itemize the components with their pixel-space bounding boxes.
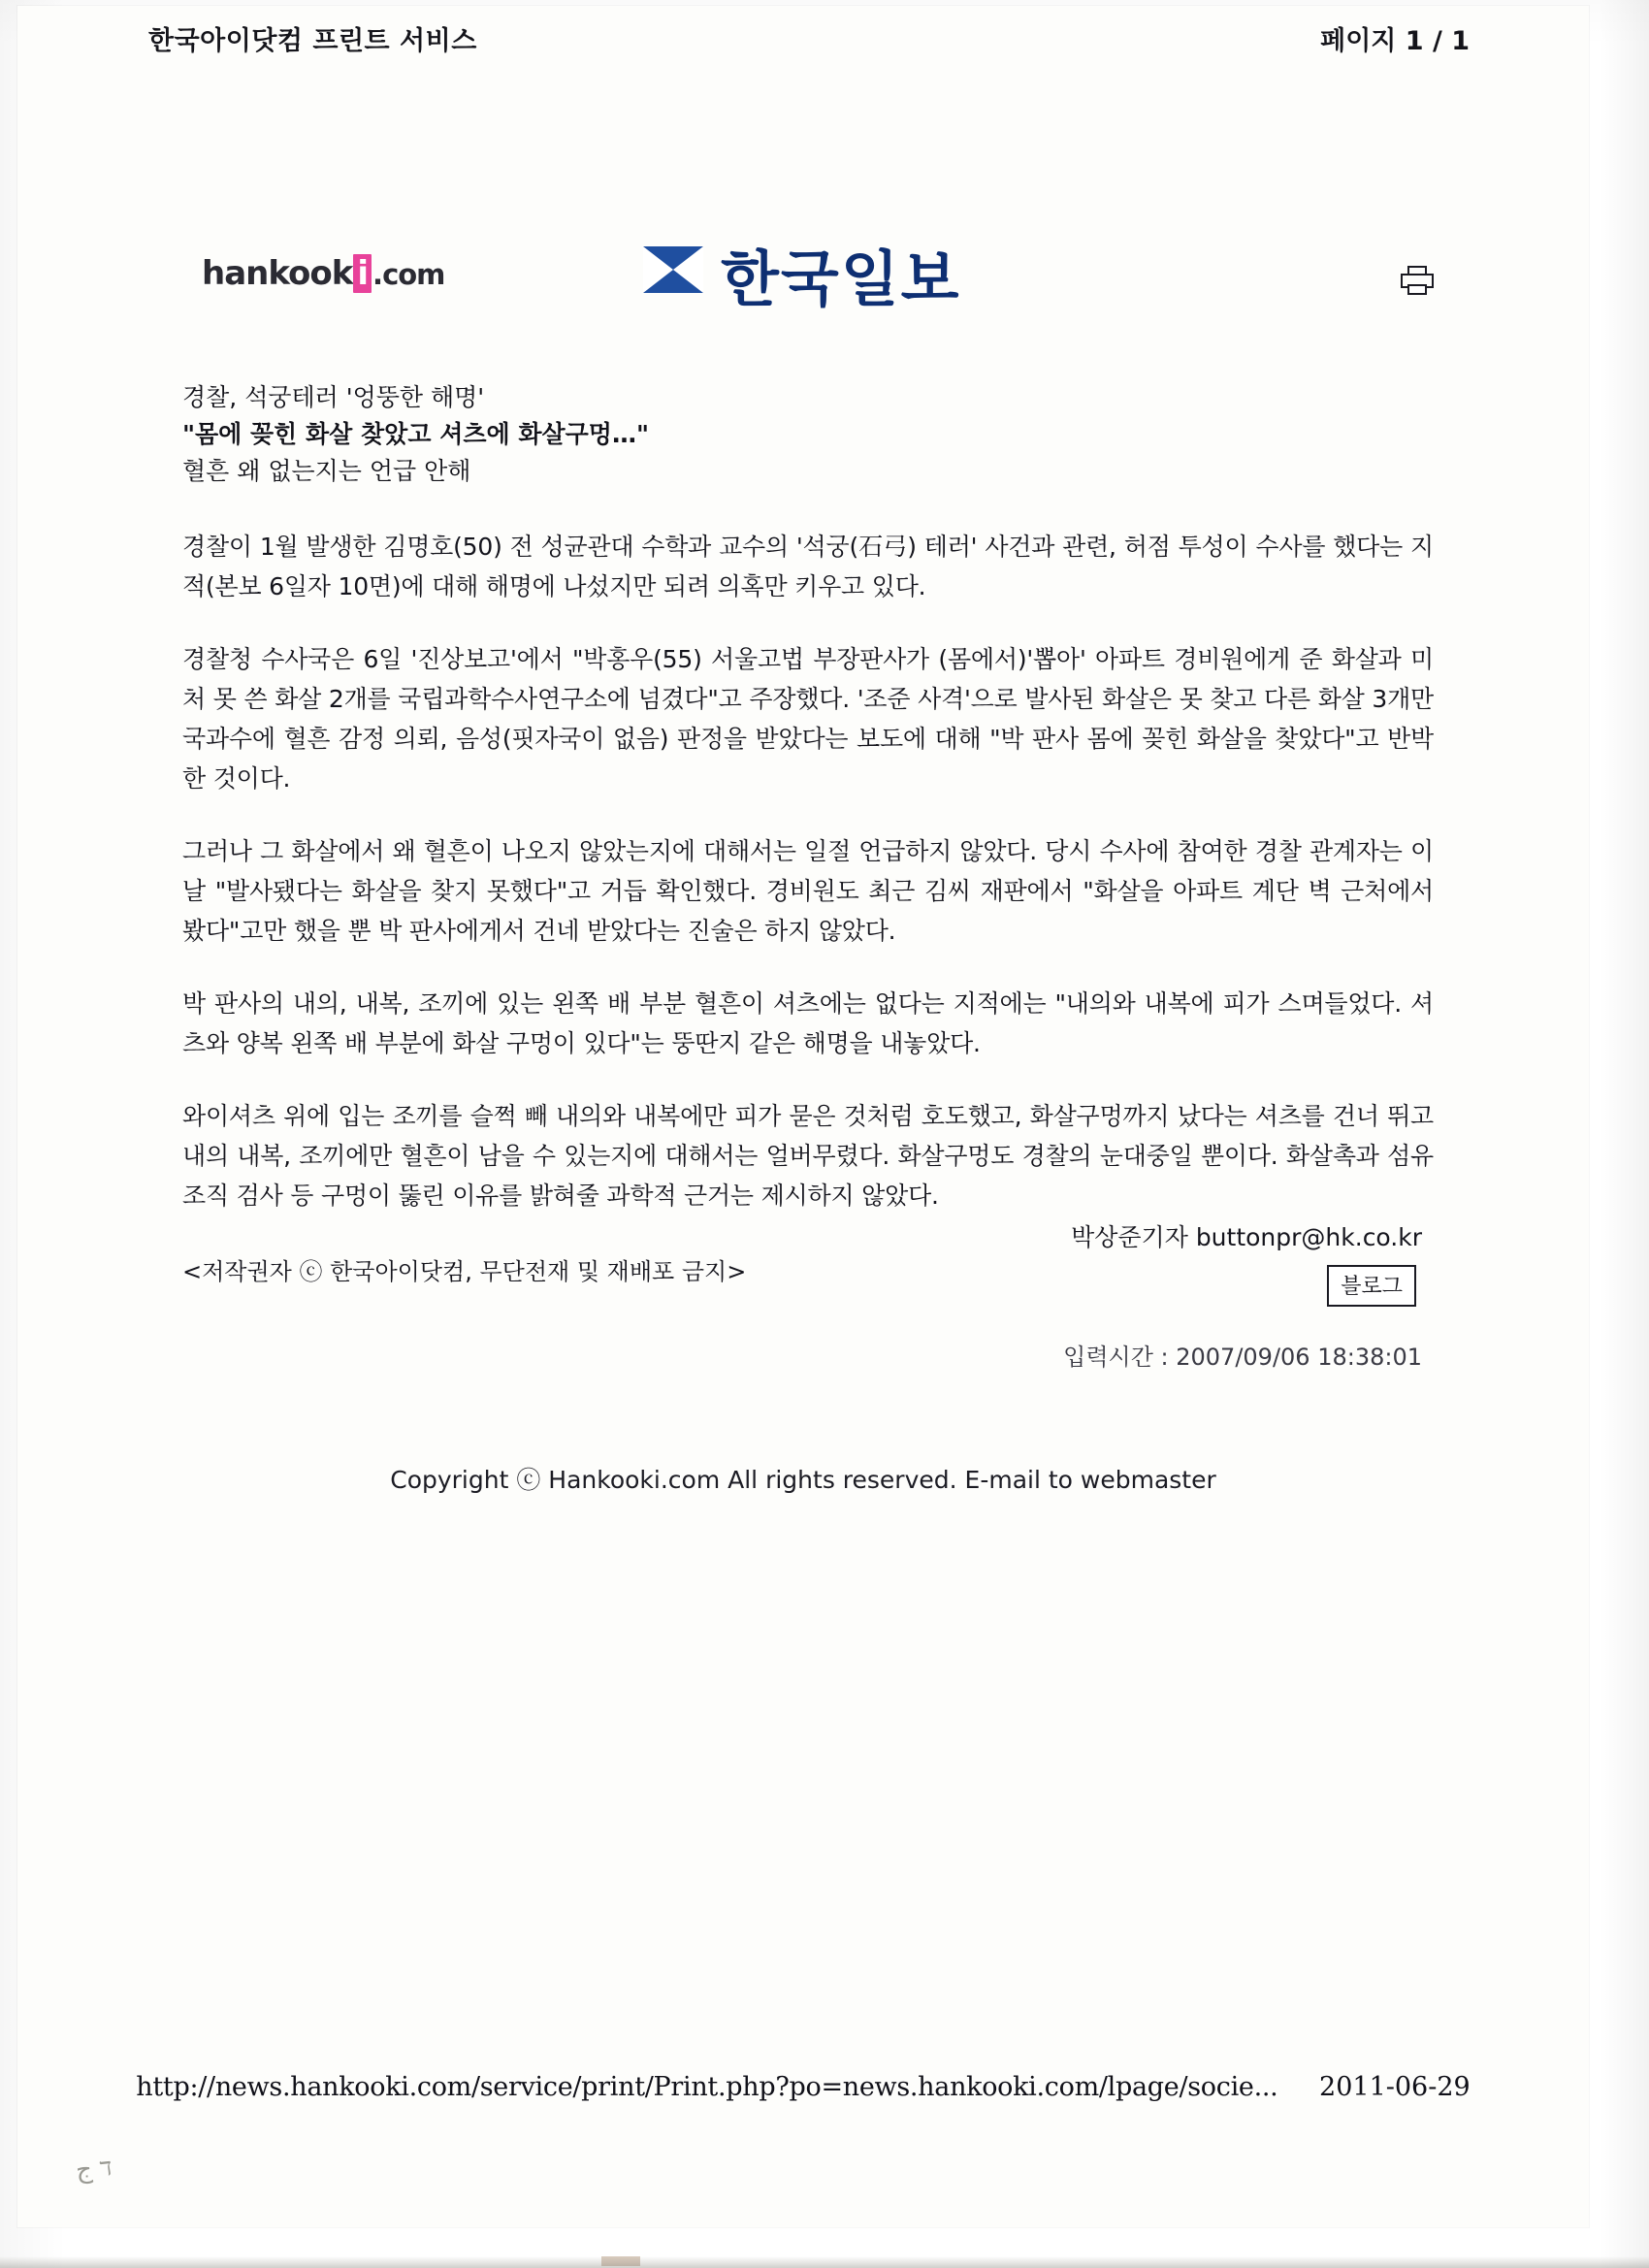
article-paragraph: 박 판사의 내의, 내복, 조끼에 있는 왼쪽 배 부분 혈흔이 셔츠에는 없다는 지적에는 "내의와 내복에 피가 스며들었다. 셔츠와 양복 왼쪽 배 부분에 화살 구멍이 있다"는 뚱딴지 같은 해명을 내놓았다. (182, 989, 1434, 1057)
byline-block (182, 1218, 1434, 1372)
hankookilbo-title: 한국일보 (721, 243, 961, 314)
article-kicker: 경찰, 석궁테러 '엉뚱한 해명' (182, 383, 485, 411)
hankooki-logo-text: hankook (202, 254, 353, 293)
article-headline: "몸에 꽂힌 화살 찾았고 셔츠에 화살구멍…" (182, 420, 649, 448)
page-indicator: 페이지 1 / 1 (1320, 26, 1470, 56)
footer-copyright: Copyright ⓒ Hankooki.com All rights reserved. E-mail to webmaster (390, 1466, 1216, 1494)
headline-block (182, 379, 1434, 490)
masthead (17, 231, 1589, 318)
article-paragraph: 그러나 그 화살에서 왜 혈흔이 나오지 않았는지에 대해서는 일절 언급하지 않았다. 당시 수사에 참여한 경찰 관계자는 이날 "발사됐다는 화살을 찾지 못했다"고 거듭 확인했다. 경비원도 최근 김씨 재판에서 "화살을 아파트 계단 벽 근처에서 봤다"고만 했을 뿐 박 판사에게서 건네 받았다는 진술은 하지 않았다. (182, 837, 1434, 945)
print-header (17, 19, 1589, 64)
blog-button-wrap (182, 1253, 1434, 1307)
article-paragraph: 와이셔츠 위에 입는 조끼를 슬쩍 빼 내의와 내복에만 피가 묻은 것처럼 호도했고, 화살구멍까지 났다는 셔츠를 건너 뛰고 내의 내복, 조끼에만 혈흔이 남을 수 있는지에 대해서는 얼버무렸다. 화살구멍도 경찰의 눈대중일 뿐이다. 화살촉과 섬유조직 검사 등 구멍이 뚫린 이유를 밝혀줄 과학적 근거는 제시하지 않았다. (182, 1102, 1434, 1210)
print-footer-url: http://news.hankooki.com/service/print/Print.php?po=news.hankooki.com/lpage/socie... (136, 2072, 1278, 2102)
hankooki-logo[interactable] (202, 254, 444, 293)
byline (182, 1218, 1422, 1253)
print-service-title: 한국아이닷컴 프린트 서비스 (148, 26, 477, 56)
hankookilbo-mark-icon (643, 246, 703, 293)
article-paragraph: 경찰이 1월 발생한 김명호(50) 전 성균관대 수학과 교수의 '석궁(石弓) 테러' 사건과 관련, 허점 투성이 수사를 했다는 지적(본보 6일자 10면)에 대해 해명에 나섰지만 되려 의혹만 키우고 있다. (182, 533, 1435, 600)
article-subhead: 혈흔 왜 없는지는 언급 안해 (182, 457, 471, 485)
input-time: 입력시간 : 2007/09/06 18:38:01 (1063, 1344, 1422, 1371)
scan-edge-shadow (0, 2256, 1649, 2268)
reporter-email[interactable]: buttonpr@hk.co.kr (1195, 1223, 1422, 1251)
article-copyright-notice: <저작권자 ⓒ 한국아이닷컴, 무단전재 및 재배포 금지> (182, 1258, 747, 1285)
printer-icon[interactable] (1401, 266, 1434, 295)
hankooki-logo-dotcom: .com (372, 258, 445, 291)
print-footer-date: 2011-06-29 (1319, 2072, 1471, 2102)
print-footer (17, 2072, 1589, 2102)
hankooki-logo-i: i (353, 254, 372, 293)
article-body (182, 379, 1434, 1289)
article-paragraph: 경찰청 수사국은 6일 '진상보고'에서 "박홍우(55) 서울고법 부장판사가 (몸에서)'뽑아' 아파트 경비원에게 준 화살과 미처 못 쓴 화살 2개를 국립과학수사연구소에 넘겼다"고 주장했다. '조준 사격'으로 발사된 화살은 못 찾고 다른 화살 3개만 국과수에 혈흔 감정 의뢰, 음성(핏자국이 없음) 판정을 받았다는 보도에 대해 "박 판사 몸에 꽂힌 화살을 찾았다"고 반박한 것이다. (182, 645, 1434, 793)
reporter-name: 박상준기자 (1071, 1223, 1188, 1251)
paper-sheet (17, 6, 1589, 2227)
scan-artifact: ד ج (74, 2153, 114, 2186)
blog-button[interactable]: 블로그 (1327, 1265, 1416, 1307)
